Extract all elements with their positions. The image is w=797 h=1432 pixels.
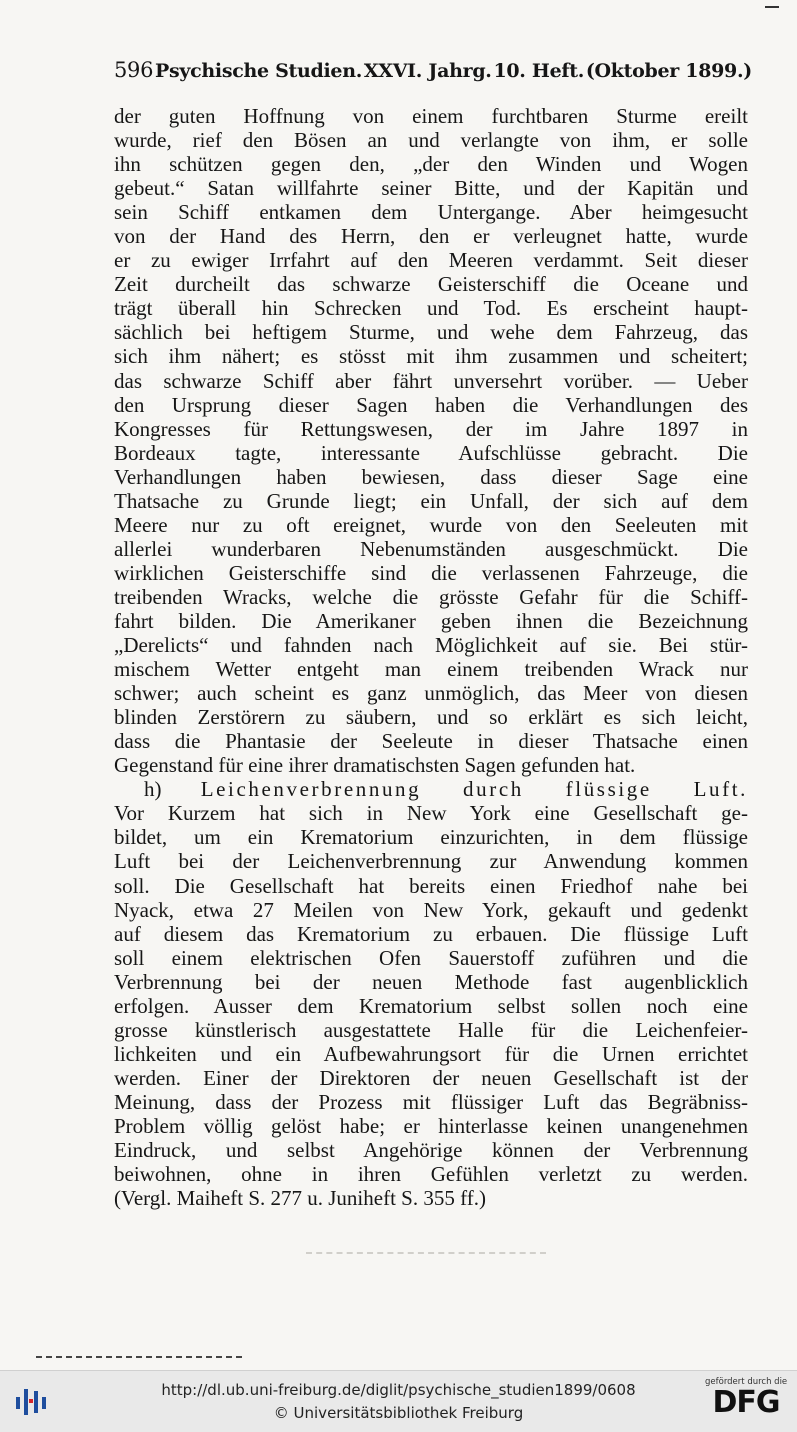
- text-line: Gegenstand für eine ihrer dramatischsten Sagen gefunden hat.: [114, 753, 636, 778]
- text-line: allerlei wunderbaren Nebenumständen ausgeschmückt. Die: [114, 536, 748, 561]
- copyright-notice: © Universitätsbibliothek Freiburg: [273, 1404, 524, 1422]
- footnote-rule: [36, 1356, 242, 1358]
- text-line: beiwohnen, ohne in ihren Gefühlen verletzt zu werden.: [114, 1162, 748, 1187]
- text-line: sich ihm nähert; es stösst mit ihm zusammen und scheitert;: [114, 344, 748, 369]
- text-line: wirklichen Geisterschiffe sind die verlassenen Fahrzeuge, die: [114, 560, 748, 585]
- text-line: Meinung, dass der Prozess mit flüssiger Luft das Begräbniss-: [114, 1089, 748, 1114]
- text-line: (Vergl. Maiheft S. 277 u. Juniheft S. 355 ff.): [114, 1186, 486, 1211]
- body-text: [114, 104, 748, 1210]
- viewer-footer: [0, 1370, 797, 1432]
- permalink[interactable]: http://dl.ub.uni-freiburg.de/diglit/psychische_studien1899/0608: [161, 1381, 636, 1399]
- text-line: Problem völlig gelöst habe; er hinterlasse keinen unangenehmen: [114, 1113, 748, 1138]
- section-heading: [114, 777, 748, 801]
- text-line: von der Hand des Herrn, den er verleugnet hatte, wurde: [114, 224, 748, 249]
- text-line: Luft bei der Leichenverbrennung zur Anwendung kommen: [114, 849, 748, 874]
- text-line: Meere nur zu oft ereignet, wurde von den Seeleuten mit: [114, 512, 748, 537]
- text-line: sein Schiff entkamen dem Untergange. Aber heimgesucht: [114, 200, 748, 225]
- text-line: mischem Wetter entgeht man einem treibenden Wrack nur: [114, 657, 748, 682]
- text-line: „Derelicts“ und fahnden nach Möglichkeit auf sie. Bei stür-: [114, 633, 748, 658]
- text-line: soll einem elektrischen Ofen Sauerstoff zuführen und die: [114, 945, 748, 970]
- text-line: der guten Hoffnung von einem furchtbaren Sturme ereilt: [114, 104, 748, 128]
- dfg-badge[interactable]: [705, 1377, 787, 1419]
- text-line: schwer; auch scheint es ganz unmöglich, das Meer von diesen: [114, 681, 748, 706]
- volume: XXVI. Jahrg.: [363, 60, 492, 82]
- page-number: 596: [114, 58, 154, 82]
- dfg-logo: DFG: [712, 1385, 780, 1420]
- text-line: bildet, um ein Krematorium einzurichten, in dem flüssige: [114, 825, 748, 850]
- text-line: wurde, rief den Bösen an und verlangte von ihm, er solle: [114, 128, 748, 153]
- journal-title: Psychische Studien.: [155, 60, 363, 82]
- section-title: Leichenverbrennung durch flüssige Luft.: [200, 777, 748, 802]
- text-line: grosse künstlerisch ausgestattete Halle für die Leichenfeier-: [114, 1017, 748, 1042]
- text-line: Bordeaux tagte, interessante Aufschlüsse gebracht. Die: [114, 440, 748, 465]
- faint-divider: [306, 1252, 546, 1254]
- text-line: sächlich bei heftigem Sturme, und wehe dem Fahrzeug, das: [114, 320, 748, 345]
- text-line: Zeit durcheilt das schwarze Geisterschiff die Oceane und: [114, 272, 748, 297]
- text-line: ihn schützen gegen den, „der den Winden und Wogen: [114, 152, 748, 177]
- text-line: trägt überall hin Schrecken und Tod. Es erscheint haupt-: [114, 296, 748, 321]
- text-line: werden. Einer der Direktoren der neuen Gesellschaft ist der: [114, 1065, 748, 1090]
- text-line: Verhandlungen haben bewiesen, dass dieser Sage eine: [114, 464, 748, 489]
- text-line: Vor Kurzem hat sich in New York eine Gesellschaft ge-: [114, 801, 748, 826]
- text-line: blinden Zerstörern zu säubern, und so erklärt es sich leicht,: [114, 705, 748, 730]
- paragraph-ghost-ships: [114, 104, 748, 777]
- text-line: auf diesem das Krematorium zu erbauen. Die flüssige Luft: [114, 921, 748, 946]
- text-line: Eindruck, und selbst Angehörige können der Verbrennung: [114, 1138, 748, 1163]
- text-line: soll. Die Gesellschaft hat bereits einen Friedhof nahe bei: [114, 873, 748, 898]
- text-line: Verbrennung bei der neuen Methode fast augenblicklich: [114, 969, 748, 994]
- text-line: das schwarze Schiff aber fährt unversehrt vorüber. — Ueber: [114, 368, 748, 393]
- issue: 10. Heft.: [493, 60, 585, 82]
- text-line: treibenden Wracks, welche die grösste Gefahr für die Schiff-: [114, 584, 748, 609]
- funding-note: gefördert durch die: [705, 1377, 788, 1387]
- text-line: er zu ewiger Irrfahrt auf den Meeren verdammt. Seit dieser: [114, 248, 748, 273]
- paragraph-cremation: [114, 801, 748, 1210]
- text-line: Kongresses für Rettungswesen, der im Jahre 1897 in: [114, 416, 748, 441]
- text-line: Thatsache zu Grunde liegt; ein Unfall, der sich auf dem: [114, 488, 748, 513]
- running-head: [114, 58, 752, 88]
- corner-mark: [765, 0, 779, 8]
- text-line: den Ursprung dieser Sagen haben die Verhandlungen des: [114, 392, 748, 417]
- text-line: fahrt bilden. Die Amerikaner geben ihnen die Bezeichnung: [114, 608, 748, 633]
- text-line: dass die Phantasie der Seeleute in dieser Thatsache einen: [114, 729, 748, 754]
- text-line: lichkeiten und ein Aufbewahrungsort für die Urnen errichtet: [114, 1041, 748, 1066]
- text-line: gebeut.“ Satan willfahrte seiner Bitte, und der Kapitän und: [114, 176, 748, 201]
- text-line: Nyack, etwa 27 Meilen von New York, gekauft und gedenkt: [114, 897, 748, 922]
- section-label: h): [144, 777, 162, 802]
- text-line: erfolgen. Ausser dem Krematorium selbst sollen noch eine: [114, 993, 748, 1018]
- issue-date: (Oktober 1899.): [585, 60, 752, 82]
